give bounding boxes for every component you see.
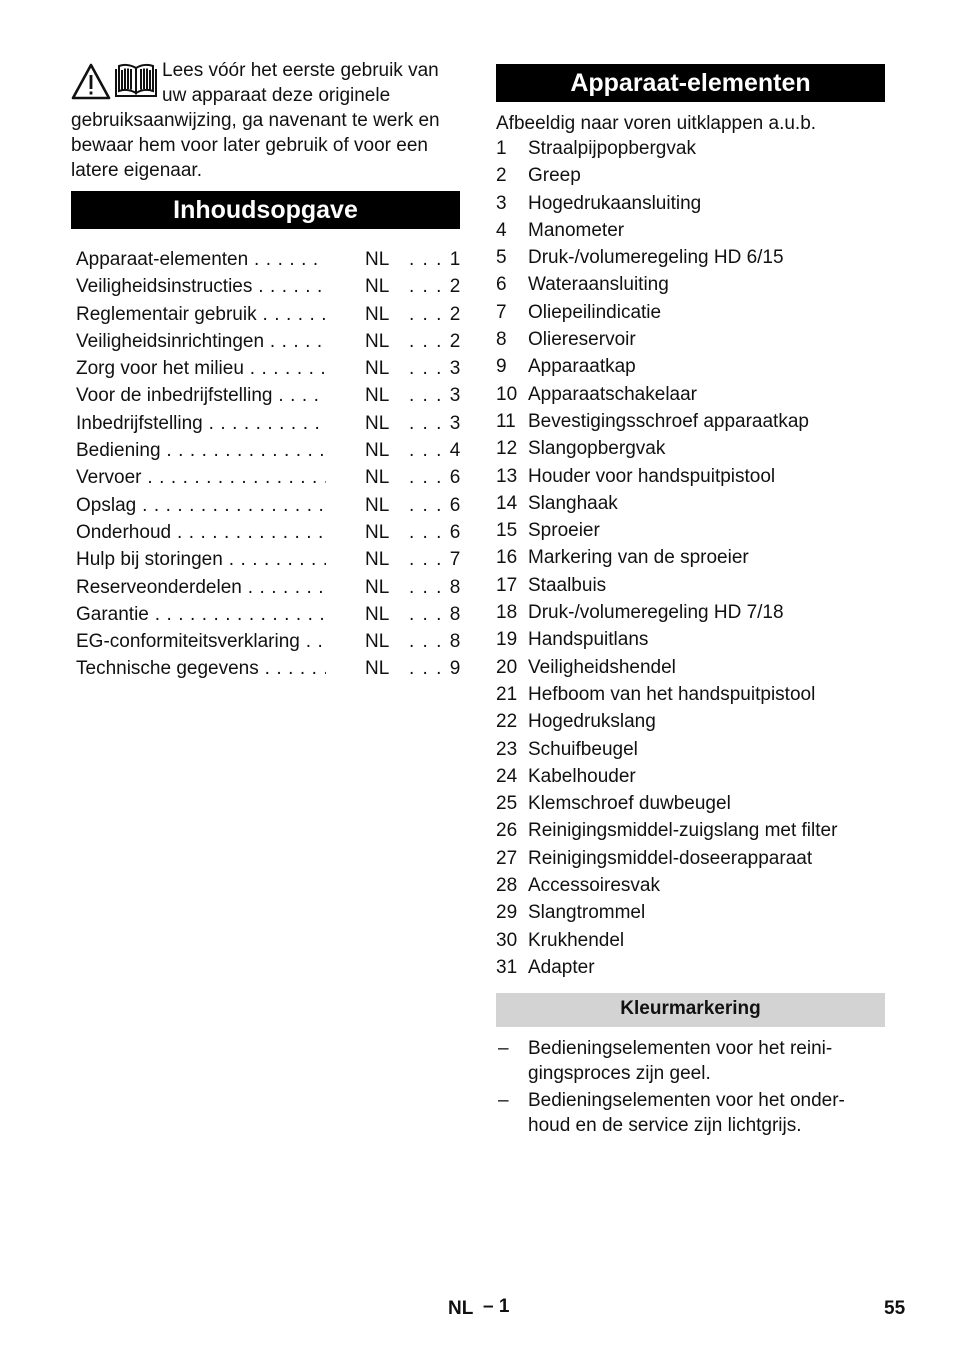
toc-entry-page-wrap	[409, 601, 460, 628]
element-label: Houder voor handspuitpistool	[528, 465, 776, 487]
element-item	[496, 383, 885, 410]
element-label: Hogedrukslang	[528, 711, 656, 733]
toc-entry-page: 8	[449, 603, 461, 625]
element-number: 13	[496, 465, 518, 487]
toc-entry-title: Technische gegevens . . .	[76, 655, 326, 682]
toc-entry[interactable]	[71, 574, 460, 601]
toc-entry-dots: . . .	[409, 358, 450, 380]
element-number: 20	[496, 656, 518, 678]
color-coding-item	[496, 1088, 885, 1138]
element-item	[496, 355, 885, 382]
element-number: 1	[496, 138, 507, 159]
element-item	[496, 328, 885, 355]
element-number: 31	[496, 956, 518, 978]
element-label: Kabelhouder	[528, 765, 636, 787]
toc-entry-page-wrap	[409, 328, 460, 355]
toc-entry[interactable]	[71, 355, 460, 382]
element-number: 28	[496, 875, 518, 897]
toc-entry-dots: . . .	[409, 412, 450, 434]
element-item	[496, 546, 885, 573]
toc-entry-title: Vervoer . . .	[76, 464, 326, 491]
toc-entry[interactable]	[71, 546, 460, 573]
element-number: 29	[496, 902, 518, 924]
element-number: 23	[496, 738, 518, 760]
element-item	[496, 246, 885, 273]
toc-entry-page: 4	[449, 440, 461, 462]
color-coding-text: Bedieningselementen voor het reini- gingsproces zijn geel.	[528, 1038, 833, 1085]
toc-entry-page: 1	[449, 249, 461, 270]
element-number: 7	[496, 301, 507, 323]
toc-entry-language: NL	[365, 549, 390, 571]
toc-entry-language: NL	[365, 440, 390, 462]
element-item	[496, 874, 885, 901]
toc-entry[interactable]	[71, 437, 460, 464]
elements-list	[496, 137, 885, 983]
toc-entry-title: Inbedrijfstelling . . .	[76, 410, 326, 437]
warning-triangle-icon	[73, 65, 109, 98]
element-label: Handspuitlans	[528, 629, 649, 651]
element-number: 25	[496, 793, 518, 815]
toc-entry[interactable]	[71, 655, 460, 682]
toc-entry-dots: . . .	[409, 658, 450, 680]
element-number: 16	[496, 547, 518, 569]
toc-entry-page-wrap	[409, 519, 460, 546]
element-item	[496, 164, 885, 191]
toc-entry-title: Bediening . . .	[76, 437, 326, 464]
element-number: 2	[496, 165, 507, 187]
toc-entry-page: 7	[449, 549, 461, 571]
element-number: 15	[496, 520, 518, 542]
toc-entry-language: NL	[365, 385, 390, 407]
element-item	[496, 929, 885, 956]
element-item	[496, 847, 885, 874]
toc-entry-dots: . . .	[409, 494, 450, 516]
toc-entry-language: NL	[365, 330, 390, 352]
open-book-icon	[116, 65, 156, 96]
toc-entry[interactable]	[71, 410, 460, 437]
toc-entry-page-wrap	[409, 273, 460, 300]
element-label: Reinigingsmiddel-zuigslang met filter	[528, 820, 838, 842]
toc-entry-language: NL	[365, 276, 390, 298]
element-label: Apparaatkap	[528, 356, 636, 378]
element-item	[496, 738, 885, 765]
toc-entry-title: Voor de inbedrijfstelling . . .	[76, 382, 326, 409]
intro-notice	[71, 58, 460, 183]
element-item	[496, 628, 885, 655]
element-item	[496, 410, 885, 437]
toc-entry[interactable]	[71, 628, 460, 655]
toc-entry[interactable]	[71, 301, 460, 328]
toc-entry-dots: . . .	[409, 549, 450, 571]
toc-entry-dots: . . .	[409, 385, 450, 407]
element-number: 10	[496, 383, 518, 405]
elements-lead: Afbeeldig naar voren uitklappen a.u.b.	[496, 113, 817, 134]
element-item	[496, 710, 885, 737]
toc-entry-page-wrap	[409, 628, 460, 655]
element-label: Veiligheidshendel	[528, 656, 676, 678]
element-label: Hogedrukaansluiting	[528, 192, 702, 214]
element-label: Reinigingsmiddel-doseerapparaat	[528, 847, 813, 869]
toc-entry-title: Opslag . . .	[76, 492, 326, 519]
element-label: Wateraansluiting	[528, 274, 669, 296]
element-number: 14	[496, 492, 518, 514]
toc-entry[interactable]	[71, 601, 460, 628]
intro-icons	[71, 62, 162, 108]
element-number: 4	[496, 219, 507, 241]
element-label: Schuifbeugel	[528, 738, 638, 760]
toc-entry-dots: . . .	[409, 603, 450, 625]
toc-entry-page: 6	[449, 467, 461, 489]
element-item	[496, 601, 885, 628]
element-label: Greep	[528, 165, 581, 187]
footer-language: NL	[448, 1298, 474, 1319]
toc-entry-page: 3	[449, 412, 461, 434]
element-number: 9	[496, 356, 507, 378]
toc-entry-dots: . . .	[409, 303, 450, 325]
element-label: Sproeier	[528, 520, 600, 542]
element-number: 22	[496, 711, 518, 733]
toc-entry-page: 6	[449, 494, 461, 516]
toc-entry-page: 2	[449, 276, 461, 298]
toc-entry-dots: . . .	[409, 576, 450, 598]
element-item	[496, 765, 885, 792]
intro-icons-svg	[71, 62, 162, 102]
element-label: Krukhendel	[528, 929, 625, 951]
toc-entry-title: Hulp bij storingen . . .	[76, 546, 326, 573]
element-number: 21	[496, 683, 518, 705]
element-label: Slangtrommel	[528, 902, 646, 924]
element-label: Straalpijpopbergvak	[528, 138, 696, 159]
element-label: Apparaatschakelaar	[528, 383, 697, 405]
toc-entry-language: NL	[365, 603, 390, 625]
element-number: 30	[496, 929, 518, 951]
toc-entry-language: NL	[365, 494, 390, 516]
toc-entry[interactable]	[71, 382, 460, 409]
element-label: Druk-/volumeregeling HD 6/15	[528, 247, 784, 269]
element-item	[496, 956, 885, 983]
toc-entry-page-wrap	[409, 546, 460, 573]
element-item	[496, 437, 885, 464]
toc-entry[interactable]	[71, 328, 460, 355]
toc-entry-title: Zorg voor het milieu . . .	[76, 355, 326, 382]
color-coding-list	[496, 1036, 885, 1138]
element-item	[496, 137, 885, 164]
element-number: 26	[496, 820, 518, 842]
element-item	[496, 519, 885, 546]
toc-entry-page: 3	[449, 358, 461, 380]
toc-entry-dots: . . .	[409, 276, 450, 298]
toc-entry-page: 8	[449, 576, 461, 598]
element-label: Staalbuis	[528, 574, 607, 596]
toc-entry-page-wrap	[409, 655, 460, 682]
element-number: 27	[496, 847, 518, 869]
element-label: Hefboom van het handspuitpistool	[528, 683, 816, 705]
color-coding-item	[496, 1036, 885, 1086]
toc-entry-page-wrap	[409, 410, 460, 437]
right-column	[496, 64, 885, 1140]
toc-entry-title: Veiligheidsinstructies . . .	[76, 273, 326, 300]
toc-entry-dots: . . .	[409, 521, 450, 543]
element-label: Slanghaak	[528, 492, 618, 514]
toc-entry-page: 2	[449, 330, 461, 352]
toc-entry-page-wrap	[409, 574, 460, 601]
element-label: Oliepeilindicatie	[528, 301, 662, 323]
toc-entry-page-wrap	[409, 382, 460, 409]
toc-entry-dots: . . .	[409, 249, 450, 270]
toc-entry-language: NL	[365, 576, 390, 598]
element-item	[496, 192, 885, 219]
toc-entry-language: NL	[365, 412, 390, 434]
toc-entry-page-wrap	[409, 464, 460, 491]
element-label: Klemschroef duwbeugel	[528, 793, 731, 815]
element-item	[496, 219, 885, 246]
toc-entry-dots: . . .	[409, 440, 450, 462]
element-item	[496, 656, 885, 683]
element-item	[496, 901, 885, 928]
element-item	[496, 792, 885, 819]
toc-entry-page-wrap	[409, 246, 460, 273]
footer-section-page: – 1	[483, 1296, 510, 1317]
toc-entry-title: Apparaat-elementen . . .	[76, 246, 326, 273]
element-number: 24	[496, 765, 518, 787]
toc-entry[interactable]	[71, 273, 460, 300]
toc-entry-page: 3	[449, 385, 461, 407]
element-item	[496, 301, 885, 328]
toc-entry-dots: . . .	[409, 467, 450, 489]
bullet-dash: –	[498, 1038, 509, 1060]
toc-entry-page-wrap	[409, 301, 460, 328]
toc-entry-page: 8	[449, 631, 461, 653]
element-number: 6	[496, 274, 507, 296]
toc-entry-page-wrap	[409, 355, 460, 382]
footer-page-number: 55	[884, 1298, 906, 1319]
toc-entry-language: NL	[365, 467, 390, 489]
toc-entry-page-wrap	[409, 437, 460, 464]
toc-entry-language: NL	[365, 303, 390, 325]
bullet-dash: –	[498, 1090, 509, 1112]
toc-entry-title: Reglementair gebruik . . .	[76, 301, 326, 328]
element-label: Slangopbergvak	[528, 438, 666, 460]
element-number: 11	[496, 410, 516, 432]
element-item	[496, 492, 885, 519]
toc-entry-title: Veiligheidsinrichtingen . . .	[76, 328, 326, 355]
toc-entry-language: NL	[365, 658, 390, 680]
element-number: 12	[496, 438, 518, 460]
element-number: 19	[496, 629, 518, 651]
toc-entry-language: NL	[365, 249, 390, 270]
toc-entry-dots: . . .	[409, 631, 450, 653]
toc-entry-page: 6	[449, 521, 461, 543]
color-coding-text: Bedieningselementen voor het onder- houd en de service zijn lichtgrijs.	[528, 1090, 845, 1137]
element-number: 18	[496, 602, 518, 624]
toc-list	[71, 246, 460, 683]
toc-entry[interactable]	[71, 246, 460, 273]
element-label: Manometer	[528, 219, 625, 241]
toc-entry-language: NL	[365, 631, 390, 653]
element-number: 8	[496, 329, 507, 351]
element-label: Adapter	[528, 956, 595, 978]
element-number: 3	[496, 192, 507, 214]
toc-entry-title: Garantie . . .	[76, 601, 326, 628]
element-label: Bevestigingsschroef apparaatkap	[528, 410, 809, 432]
toc-entry-title: Onderhoud . . .	[76, 519, 326, 546]
element-label: Druk-/volumeregeling HD 7/18	[528, 602, 784, 624]
element-item	[496, 683, 885, 710]
toc-entry-dots: . . .	[409, 330, 450, 352]
toc-entry-page-wrap	[409, 492, 460, 519]
elements-heading: Apparaat-elementen	[496, 64, 885, 102]
toc-entry-language: NL	[365, 521, 390, 543]
toc-entry-page: 2	[449, 303, 461, 325]
element-label: Markering van de sproeier	[528, 547, 749, 569]
left-column	[71, 58, 460, 683]
color-coding-heading: Kleurmarkering	[496, 993, 885, 1027]
element-label: Oliereservoir	[528, 329, 636, 351]
element-item	[496, 465, 885, 492]
toc-entry-page: 9	[449, 658, 461, 680]
intro-text: Lees vóór het eerste gebruik van uw apparaat deze originele gebruiksaanwijzing, ga navenant te werk en bewaar hem voor later gebruik of voor een latere eigenaar.	[71, 60, 440, 181]
toc-entry[interactable]	[71, 519, 460, 546]
toc-entry-language: NL	[365, 358, 390, 380]
toc-entry-title: Reserveonderdelen . . .	[76, 574, 326, 601]
element-number: 17	[496, 574, 518, 596]
toc-heading: Inhoudsopgave	[71, 191, 460, 229]
element-item	[496, 273, 885, 300]
toc-entry[interactable]	[71, 492, 460, 519]
toc-entry[interactable]	[71, 464, 460, 491]
element-item	[496, 574, 885, 601]
element-item	[496, 819, 885, 846]
toc-entry-title: EG-conformiteitsverklaring . . .	[76, 628, 326, 655]
element-label: Accessoiresvak	[528, 875, 660, 897]
element-number: 5	[496, 247, 507, 269]
